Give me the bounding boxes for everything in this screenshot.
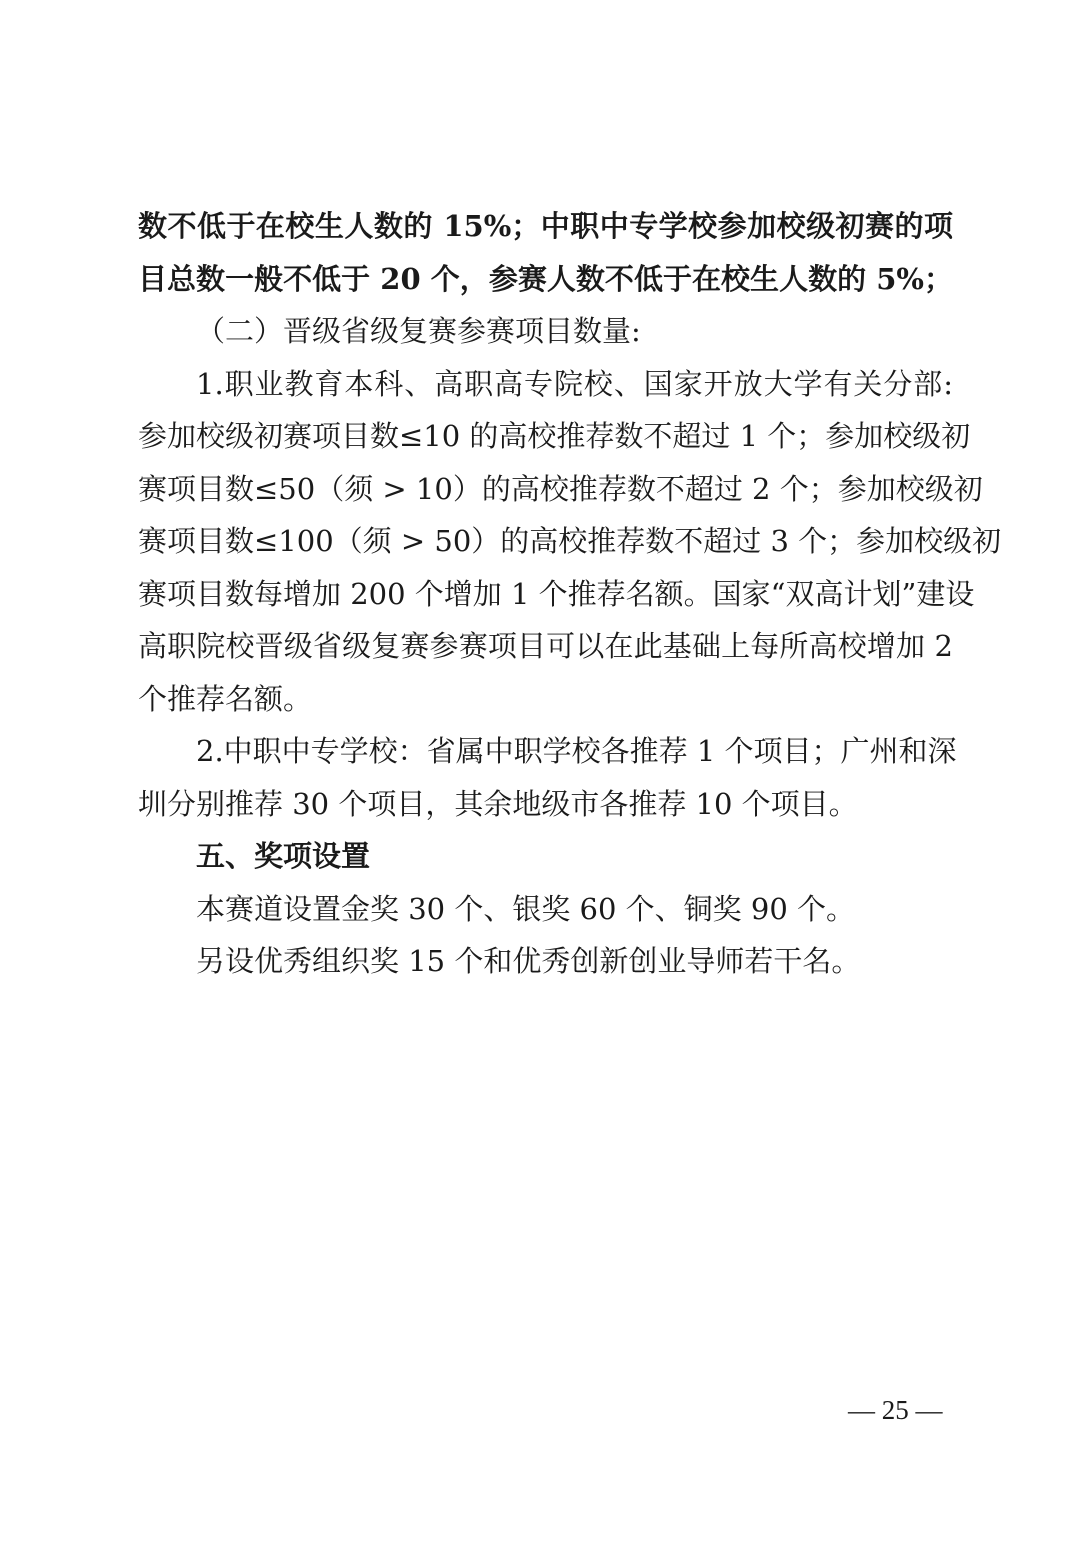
paragraph-line-1: 数不低于在校生人数的 15%；中职中专学校参加校级初赛的项 [138,209,953,243]
paragraph-line-10: 2.中职中专学校：省属中职学校各推荐 1 个项目；广州和深 [196,734,957,768]
paragraph-line-12: 本赛道设置金奖 30 个、银奖 60 个、铜奖 90 个。 [196,891,856,926]
paragraph-line-5: 赛项目数≤50（须 > 10）的高校推荐数不超过 2 个；参加校级初 [138,471,983,506]
page-number: — 25 — [848,1395,943,1425]
document-body [138,200,1002,988]
paragraph-line-11: 圳分别推荐 30 个项目，其余地级市各推荐 10 个项目。 [138,786,858,821]
section-heading: 五、奖项设置 [196,839,371,873]
paragraph-line-9: 个推荐名额。 [138,681,313,716]
paragraph-line-4: 参加校级初赛项目数≤10 的高校推荐数不超过 1 个；参加校级初 [138,419,971,453]
paragraph-line-2: 目总数一般不低于 20 个，参赛人数不低于在校生人数的 5%； [138,261,953,296]
paragraph-line-8: 高职院校晋级省级复赛参赛项目可以在此基础上每所高校增加 2 [138,629,953,663]
paragraph-line-6: 赛项目数≤100（须 > 50）的高校推荐数不超过 3 个；参加校级初 [138,524,1002,558]
paragraph-line-13: 另设优秀组织奖 15 个和优秀创新创业导师若干名。 [196,944,861,978]
paragraph-line-7: 赛项目数每增加 200 个增加 1 个推荐名额。国家“双高计划”建设 [138,576,975,611]
section-subheading: （二）晋级省级复赛参赛项目数量: [196,314,641,348]
paragraph-line-3: 1.职业教育本科、高职高专院校、国家开放大学有关分部: [196,366,953,401]
